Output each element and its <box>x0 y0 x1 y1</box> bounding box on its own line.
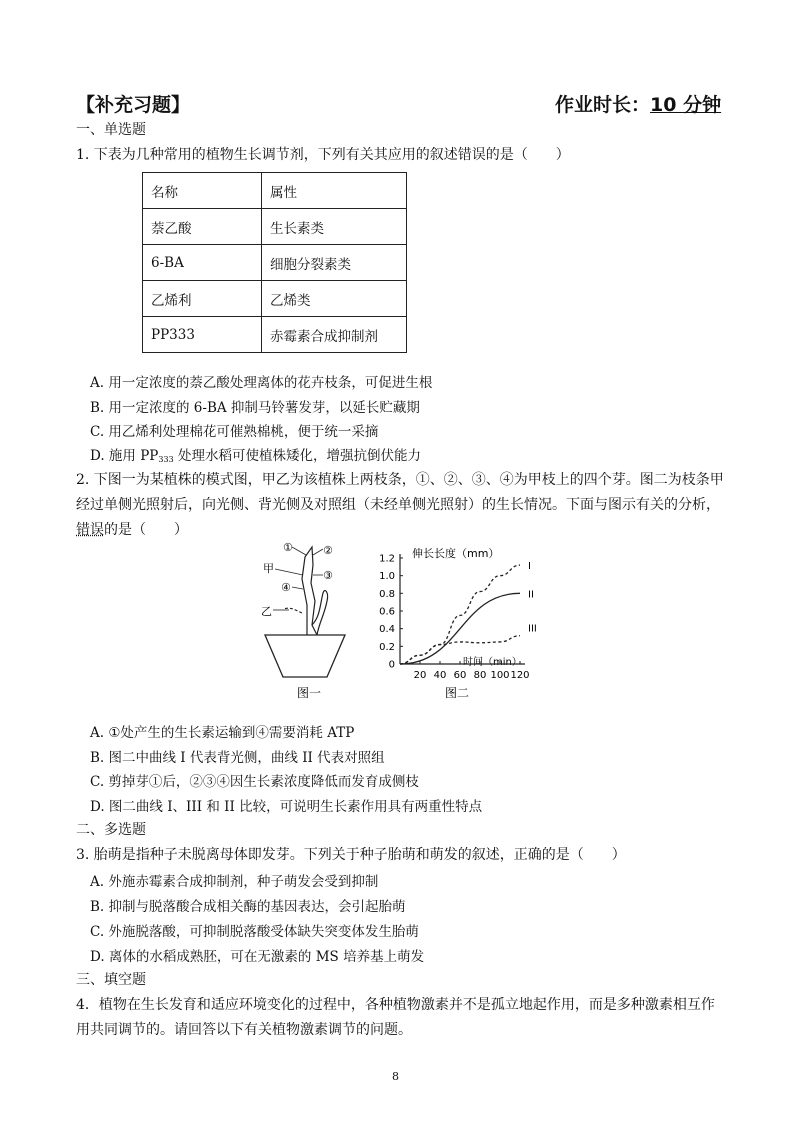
q2-option-c: C. 剪掉芽①后，②③④因生长素浓度降低而发育成侧枝 <box>90 774 419 790</box>
option-d-subscript: 333 <box>158 455 174 464</box>
x-axis-title: 时间（min） <box>463 657 522 668</box>
y-tick-label: 0.8 <box>379 588 395 600</box>
q3-option-d: D. 离体的水稻成熟胚，可在无激素的 MS 培养基上萌发 <box>90 949 425 965</box>
pointer-1 <box>292 547 306 555</box>
label-bud-3: ③ <box>323 569 333 582</box>
x-tick-label: 40 <box>433 670 447 681</box>
label-branch-yi: 乙 <box>261 605 272 618</box>
figure-2-caption: 图二 <box>445 686 470 700</box>
table-cell: 生长素类 <box>262 209 407 245</box>
q1-option-c: C. 用乙烯利处理棉花可催熟棉桃，便于统一采摘 <box>90 424 379 440</box>
duration-value: 10 分钟 <box>650 94 722 116</box>
question-2-line-1: 2. 下图一为某植株的模式图，甲乙为该植株上两枝条，①、②、③、④为甲枝上的四个芽。图二为枝条甲 <box>76 472 724 488</box>
y-tick-label: 0.6 <box>379 606 395 618</box>
y-tick-label: 1.0 <box>379 571 395 583</box>
label-bud-4: ④ <box>281 581 291 594</box>
table-header-property: 属性 <box>262 173 407 209</box>
series-line-II <box>400 593 520 664</box>
q3-option-c: C. 外施脱落酸，可抑制脱落酸受体缺失突变体发生胎萌 <box>90 924 419 940</box>
homework-duration <box>555 90 721 117</box>
series-label-I: I <box>528 561 531 573</box>
table-cell: PP333 <box>143 317 262 353</box>
table-cell: 乙烯利 <box>143 281 262 317</box>
option-d-text-start: D. 施用 PP <box>90 448 159 464</box>
table-cell: 细胞分裂素类 <box>262 245 407 281</box>
y-tick-label: 0 <box>388 659 395 671</box>
x-tick-label: 80 <box>473 670 487 681</box>
pointer-2 <box>313 549 323 555</box>
series-line-I <box>400 565 520 664</box>
question-4-line-2: 用共同调节的。请回答以下有关植物激素调节的问题。 <box>76 1022 412 1038</box>
label-bud-1: ① <box>283 541 293 554</box>
figure-2-growth-chart <box>360 540 550 710</box>
label-branch-jia: 甲 <box>263 562 274 575</box>
worksheet-title: 【补充习题】 <box>76 94 191 116</box>
x-tick-label: 60 <box>453 670 467 681</box>
y-tick-label: 0.2 <box>379 641 395 653</box>
table-cell: 乙烯类 <box>262 281 407 317</box>
regulator-table <box>142 172 407 353</box>
x-tick-label: 100 <box>490 670 510 681</box>
series-label-III: III <box>528 623 537 635</box>
q3-option-b: B. 抑制与脱落酸合成相关酶的基因表达，会引起胎萌 <box>90 899 406 915</box>
q3-option-a: A. 外施赤霉素合成抑制剂，种子萌发会受到抑制 <box>90 874 379 890</box>
figure-1-plant-diagram <box>255 535 355 710</box>
table-header-row <box>143 173 407 209</box>
q1-option-d <box>90 444 421 464</box>
question-2-line-3 <box>76 520 188 540</box>
q2-option-b: B. 图二中曲线 I 代表背光侧，曲线 II 代表对照组 <box>90 750 385 766</box>
question-1-stem: 1. 下表为几种常用的植物生长调节剂，下列有关其应用的叙述错误的是（ ） <box>76 147 570 163</box>
section-heading-multi-choice: 二、多选题 <box>76 822 146 838</box>
option-d-text-end: 处理水稻可使植株矮化，增强抗倒伏能力 <box>173 448 421 464</box>
figure-1-caption: 图一 <box>297 686 322 700</box>
q1-option-b: B. 用一定浓度的 6-BA 抑制马铃薯发芽，以延长贮藏期 <box>90 400 420 416</box>
label-bud-2: ② <box>323 544 333 557</box>
question-2-line-2: 经过单侧光照射后，向光侧、背光侧及对照组（未经单侧光照射）的生长情况。下面与图示有关的分析， <box>76 497 720 513</box>
table-row <box>143 281 407 317</box>
question-3-stem: 3. 胎萌是指种子未脱离母体即发芽。下列关于种子胎萌和萌发的叙述，正确的是（ ） <box>76 847 626 863</box>
question-4-line-1: 4．植物在生长发育和适应环境变化的过程中，各种植物激素并不是孤立地起作用，而是多种激素相互作 <box>76 997 715 1013</box>
page-number: 8 <box>392 1070 399 1083</box>
q1-option-a: A. 用一定浓度的萘乙酸处理离体的花卉枝条，可促进生根 <box>90 375 433 391</box>
emphasis-wrong: 错误 <box>76 522 104 538</box>
pointer-4 <box>292 587 303 589</box>
y-axis-title: 伸长长度（mm） <box>412 547 500 560</box>
y-tick-label: 1.2 <box>379 553 395 565</box>
table-cell: 萘乙酸 <box>143 209 262 245</box>
table-header-name: 名称 <box>143 173 262 209</box>
pot-shape <box>265 635 345 677</box>
section-heading-single-choice: 一、单选题 <box>76 122 146 138</box>
x-tick-label: 120 <box>510 670 530 681</box>
question-2-line-3-rest: 的是（ ） <box>104 522 188 538</box>
table-cell: 赤霉素合成抑制剂 <box>262 317 407 353</box>
pointer-jia <box>275 569 303 575</box>
q2-option-d: D. 图二曲线 I、III 和 II 比较，可说明生长素作用具有两重性特点 <box>90 799 483 815</box>
x-tick-label: 20 <box>413 670 427 681</box>
table-row <box>143 317 407 353</box>
section-heading-fill-blank: 三、填空题 <box>76 972 146 988</box>
q2-option-a: A. ①处产生的生长素运输到④需要消耗 ATP <box>90 725 355 741</box>
series-label-II: II <box>528 589 534 601</box>
branch-yi <box>283 608 302 613</box>
duration-label: 作业时长： <box>555 94 651 116</box>
table-row <box>143 245 407 281</box>
y-tick-label: 0.4 <box>379 624 395 636</box>
table-cell: 6-BA <box>143 245 262 281</box>
table-row <box>143 209 407 245</box>
